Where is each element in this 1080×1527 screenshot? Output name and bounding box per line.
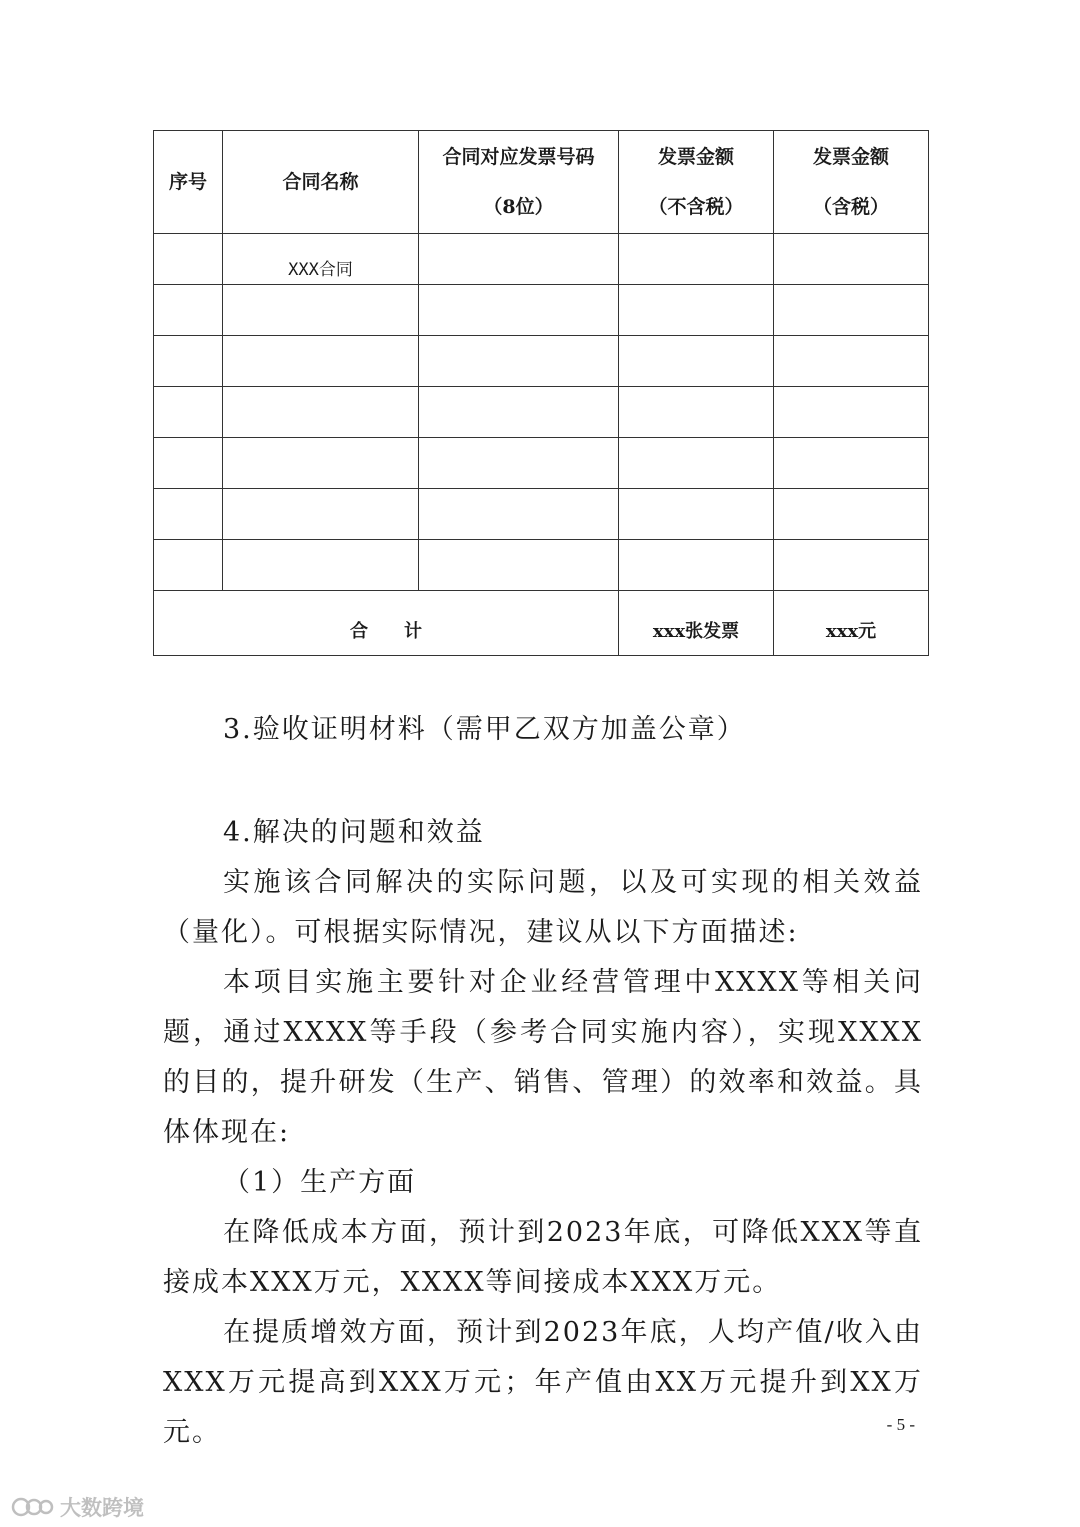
cell-amount-excl-tax: [619, 234, 774, 285]
paragraph-efficiency: 在提质增效方面，预计到2023年底，人均产值/收入由XXX万元提高到XXX万元；年产值由XX万元提升到XX万元。: [163, 1317, 923, 1448]
table-row: [154, 489, 929, 540]
section-4: [163, 808, 923, 1458]
cell-invoice-number: [419, 489, 619, 540]
cell-seq: [154, 540, 223, 591]
section-4-title: 4.解决的问题和效益: [223, 817, 485, 848]
cell-contract-name: [223, 489, 419, 540]
cell-contract-name: [223, 234, 419, 285]
cell-seq: [154, 336, 223, 387]
cell-seq: [154, 285, 223, 336]
cell-invoice-number: [419, 540, 619, 591]
cell-amount-incl-tax: [774, 387, 929, 438]
contract-name-text: XXX合同: [288, 259, 353, 280]
subheading-production: （1）生产方面: [223, 1167, 417, 1198]
table-row: [154, 285, 929, 336]
header-contract-name: 合同名称: [223, 131, 419, 234]
header-amount-incl-tax-line2: （含税）: [812, 196, 889, 218]
cell-amount-excl-tax: [619, 336, 774, 387]
section-3-title: 3.验收证明材料（需甲乙双方加盖公章）: [223, 714, 746, 745]
watermark-text: 大数跨境: [60, 1496, 144, 1520]
header-amount-excl-tax: [619, 131, 774, 234]
watermark: [10, 1492, 144, 1522]
table-row: [154, 438, 929, 489]
header-amount-excl-tax-line2: （不含税）: [648, 196, 744, 218]
table-row: [154, 540, 929, 591]
header-amount-incl-tax-line1: 发票金额: [812, 146, 889, 168]
total-label: 合计: [350, 621, 458, 642]
cell-amount-excl-tax: [619, 438, 774, 489]
header-invoice-number-line1: 合同对应发票号码: [442, 146, 595, 168]
cell-amount-incl-tax: [774, 489, 929, 540]
page-number: - 5 -: [886, 1415, 915, 1434]
watermark-logo-icon: [10, 1496, 54, 1518]
cell-amount-incl-tax: [774, 285, 929, 336]
table-header-row: [154, 131, 929, 234]
total-label-cell: [154, 591, 619, 656]
table-row: [154, 234, 929, 285]
total-amount: xxx元: [774, 591, 929, 656]
cell-invoice-number: [419, 336, 619, 387]
cell-amount-incl-tax: [774, 540, 929, 591]
header-amount-excl-tax-line1: 发票金额: [657, 146, 734, 168]
table-row: [154, 387, 929, 438]
cell-amount-excl-tax: [619, 540, 774, 591]
paragraph-cost: 在降低成本方面，预计到2023年底，可降低XXX等直接成本XXX万元，XXXX等间接成本XXX万元。: [163, 1217, 923, 1298]
cell-invoice-number: [419, 387, 619, 438]
section-3: [163, 705, 923, 755]
cell-contract-name: [223, 438, 419, 489]
cell-contract-name: [223, 387, 419, 438]
header-seq: 序号: [154, 131, 223, 234]
cell-amount-incl-tax: [774, 234, 929, 285]
cell-seq: [154, 234, 223, 285]
cell-contract-name: [223, 540, 419, 591]
cell-contract-name: [223, 285, 419, 336]
cell-seq: [154, 387, 223, 438]
cell-amount-incl-tax: [774, 336, 929, 387]
header-amount-incl-tax: [774, 131, 929, 234]
table-total-row: [154, 591, 929, 656]
cell-invoice-number: [419, 438, 619, 489]
paragraph-project: 本项目实施主要针对企业经营管理中XXXX等相关问题，通过XXXX等手段（参考合同实施内容），实现XXXX的目的，提升研发（生产、销售、管理）的效率和效益。具体体现在:: [163, 967, 923, 1148]
cell-invoice-number: [419, 234, 619, 285]
cell-amount-incl-tax: [774, 438, 929, 489]
cell-amount-excl-tax: [619, 387, 774, 438]
cell-seq: [154, 489, 223, 540]
table-row: [154, 336, 929, 387]
invoice-table: [153, 130, 929, 656]
header-invoice-number-line2: （8位）: [483, 196, 554, 218]
paragraph-intro: 实施该合同解决的实际问题，以及可实现的相关效益（量化）。可根据实际情况，建议从以下方面描述:: [163, 867, 923, 948]
cell-invoice-number: [419, 285, 619, 336]
cell-amount-excl-tax: [619, 285, 774, 336]
cell-contract-name: [223, 336, 419, 387]
header-invoice-number: [419, 131, 619, 234]
cell-seq: [154, 438, 223, 489]
cell-amount-excl-tax: [619, 489, 774, 540]
total-invoice-count: xxx张发票: [619, 591, 774, 656]
